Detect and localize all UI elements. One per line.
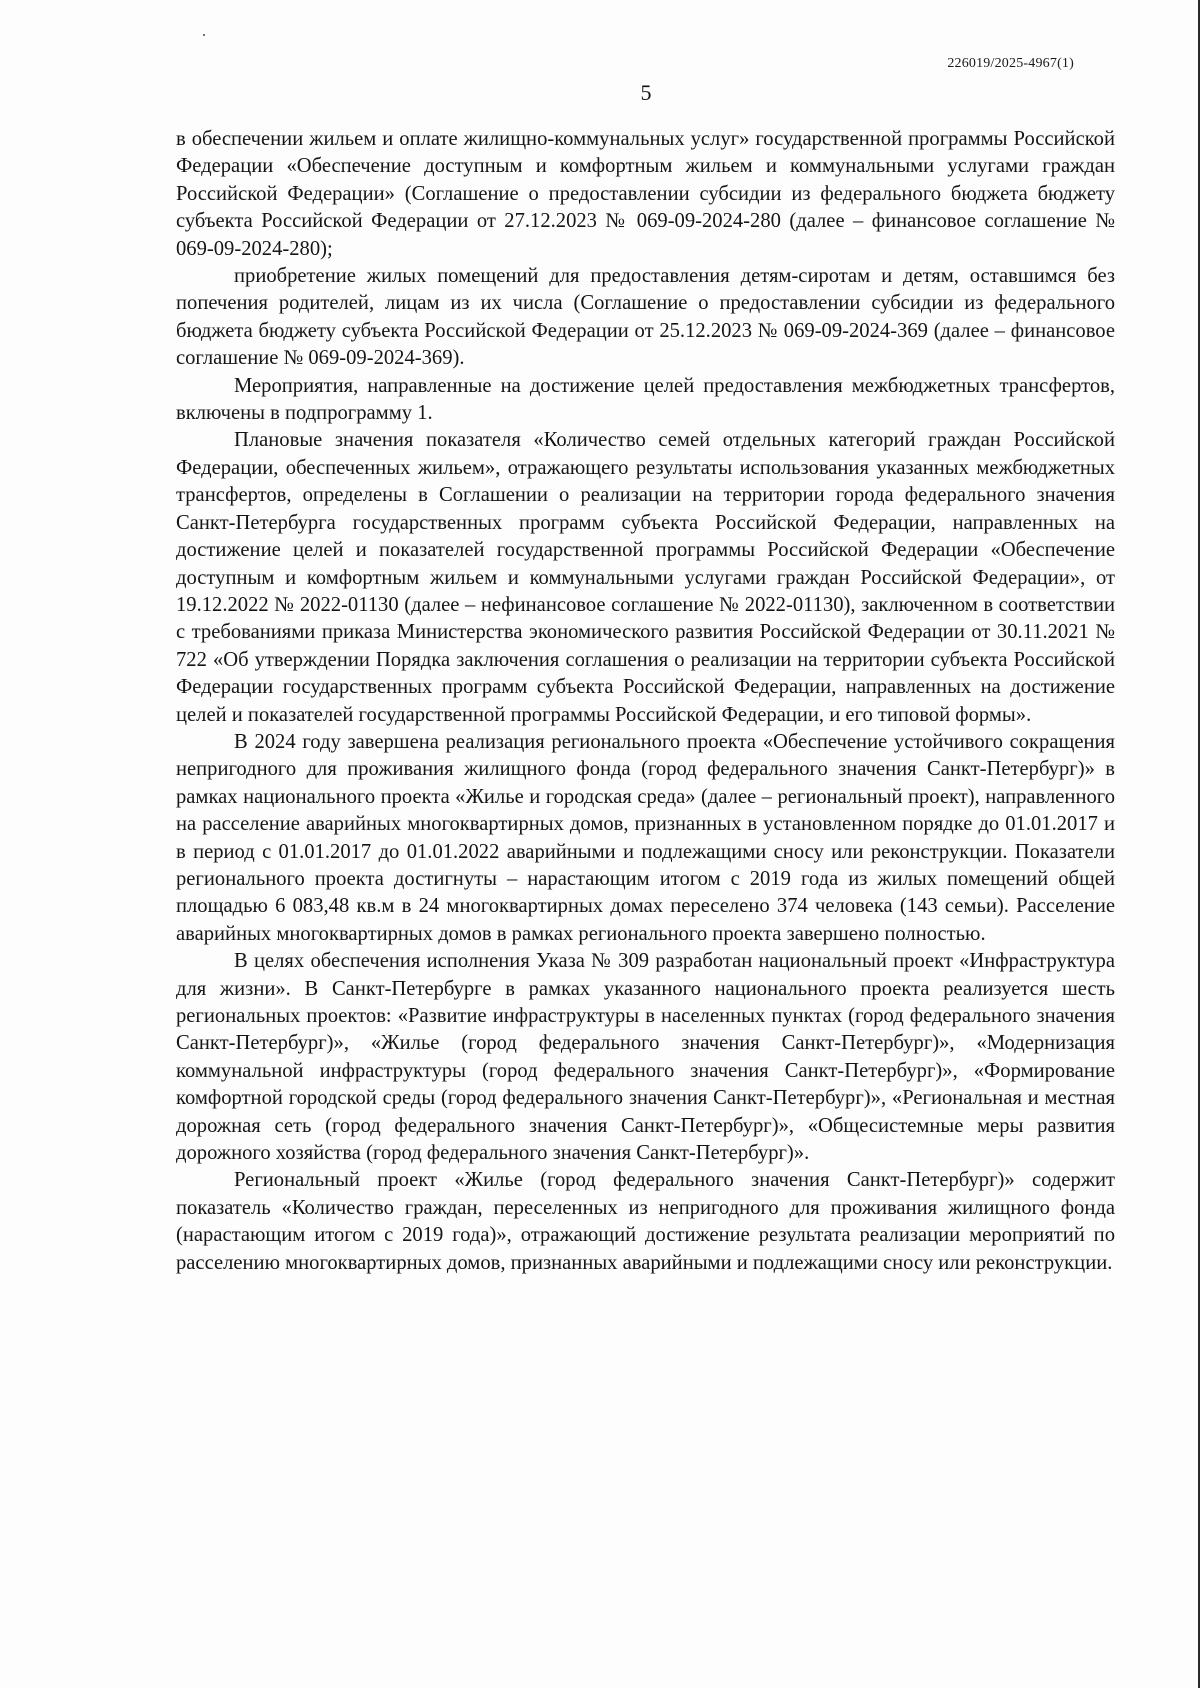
paragraph-housing-indicator: Региональный проект «Жилье (город федерального значения Санкт-Петербург)» содержит показатель «Количество граждан, переселенных из непригодного для проживания жилищного фонда (нарастающим итогом с 2019 года)», отражающий достижение результата реализации мероприятий по расселению многоквартирных домов, признанных аварийными и подлежащими сносу или реконструкции.	[176, 1169, 1115, 1274]
paragraph-regional-project-2024: В 2024 году завершена реализация регионального проекта «Обеспечение устойчивого сокращения непригодного для проживания жилищного фонда (город федерального значения Санкт-Петербург)» в рамках национального проекта «Жилье и городская среда» (далее – региональный проект), направленного на расселение аварийных многоквартирных домов, признанных в установленном порядке до 01.01.2017 и в период с 01.01.2017 до 01.01.2022 аварийными и подлежащими сносу или реконструкции. Показатели регионального проекта достигнуты – нарастающим итогом с 2019 года из жилых помещений общей площадью 6 083,48 кв.м в 24 многоквартирных домах переселено 374 человека (143 семьи). Расселение аварийных многоквартирных домов в рамках регионального проекта завершено полностью.	[176, 730, 1115, 945]
page-number: 5	[640, 80, 652, 105]
document-body	[176, 126, 1115, 1277]
paragraph-measures: Мероприятия, направленные на достижение целей предоставления межбюджетных трансфертов, включены в подпрограмму 1.	[176, 374, 1115, 425]
paragraph-orphans-housing: приобретение жилых помещений для предоставления детям-сиротам и детям, оставшимся без попечения родителей, лицам из их числа (Соглашение о предоставлении субсидии из федерального бюджета бюджету субъекта Российской Федерации от 25.12.2023 № 069-09-2024-369 (далее – финансовое соглашение № 069-09-2024-369).	[176, 265, 1115, 370]
paragraph-national-project: В целях обеспечения исполнения Указа № 309 разработан национальный проект «Инфраструктура для жизни». В Санкт-Петербурге в рамках указанного национального проекта реализуется шесть региональных проектов: «Развитие инфраструктуры в населенных пунктах (город федерального значения Санкт-Петербург)», «Жилье (город федерального значения Санкт-Петербург)», «Модернизация коммунальной инфраструктуры (город федерального значения Санкт-Петербург)», «Формирование комфортной городской среды (город федерального значения Санкт-Петербург)», «Региональная и местная дорожная сеть (город федерального значения Санкт-Петербург)», «Общесистемные меры развития дорожного хозяйства (город федерального значения Санкт-Петербург)».	[176, 950, 1115, 1165]
document-registration-number: 226019/2025-4967(1)	[947, 56, 1074, 71]
scan-speck	[203, 34, 205, 36]
paragraph-planned-values: Плановые значения показателя «Количество семей отдельных категорий граждан Российской Федерации, обеспеченных жильем», отражающего результаты использования указанных межбюджетных трансфертов, определены в Соглашении о реализации на территории города федерального значения Санкт-Петербурга государственных программ субъекта Российской Федерации, направленных на достижение целей и показателей государственной программы Российской Федерации «Обеспечение доступным и комфортным жильем и коммунальными услугами граждан Российской Федерации», от 19.12.2022 № 2022-01130 (далее – нефинансовое соглашение № 2022-01130), заключенном в соответствии с требованиями приказа Министерства экономического развития Российской Федерации от 30.11.2021 № 722 «Об утверждении Порядка заключения соглашения о реализации на территории субъекта Российской Федерации государственных программ субъекта Российской Федерации, направленных на достижение целей и показателей государственной программы Российской Федерации, и его типовой формы».	[176, 429, 1115, 726]
paragraph-continuation: в обеспечении жильем и оплате жилищно-коммунальных услуг» государственной программы Российской Федерации «Обеспечение доступным и комфортным жильем и коммунальными услугами граждан Российской Федерации» (Соглашение о предоставлении субсидии из федерального бюджета бюджету субъекта Российской Федерации от 27.12.2023 № 069-09-2024-280 (далее – финансовое соглашение № 069-09-2024-280);	[176, 128, 1115, 260]
